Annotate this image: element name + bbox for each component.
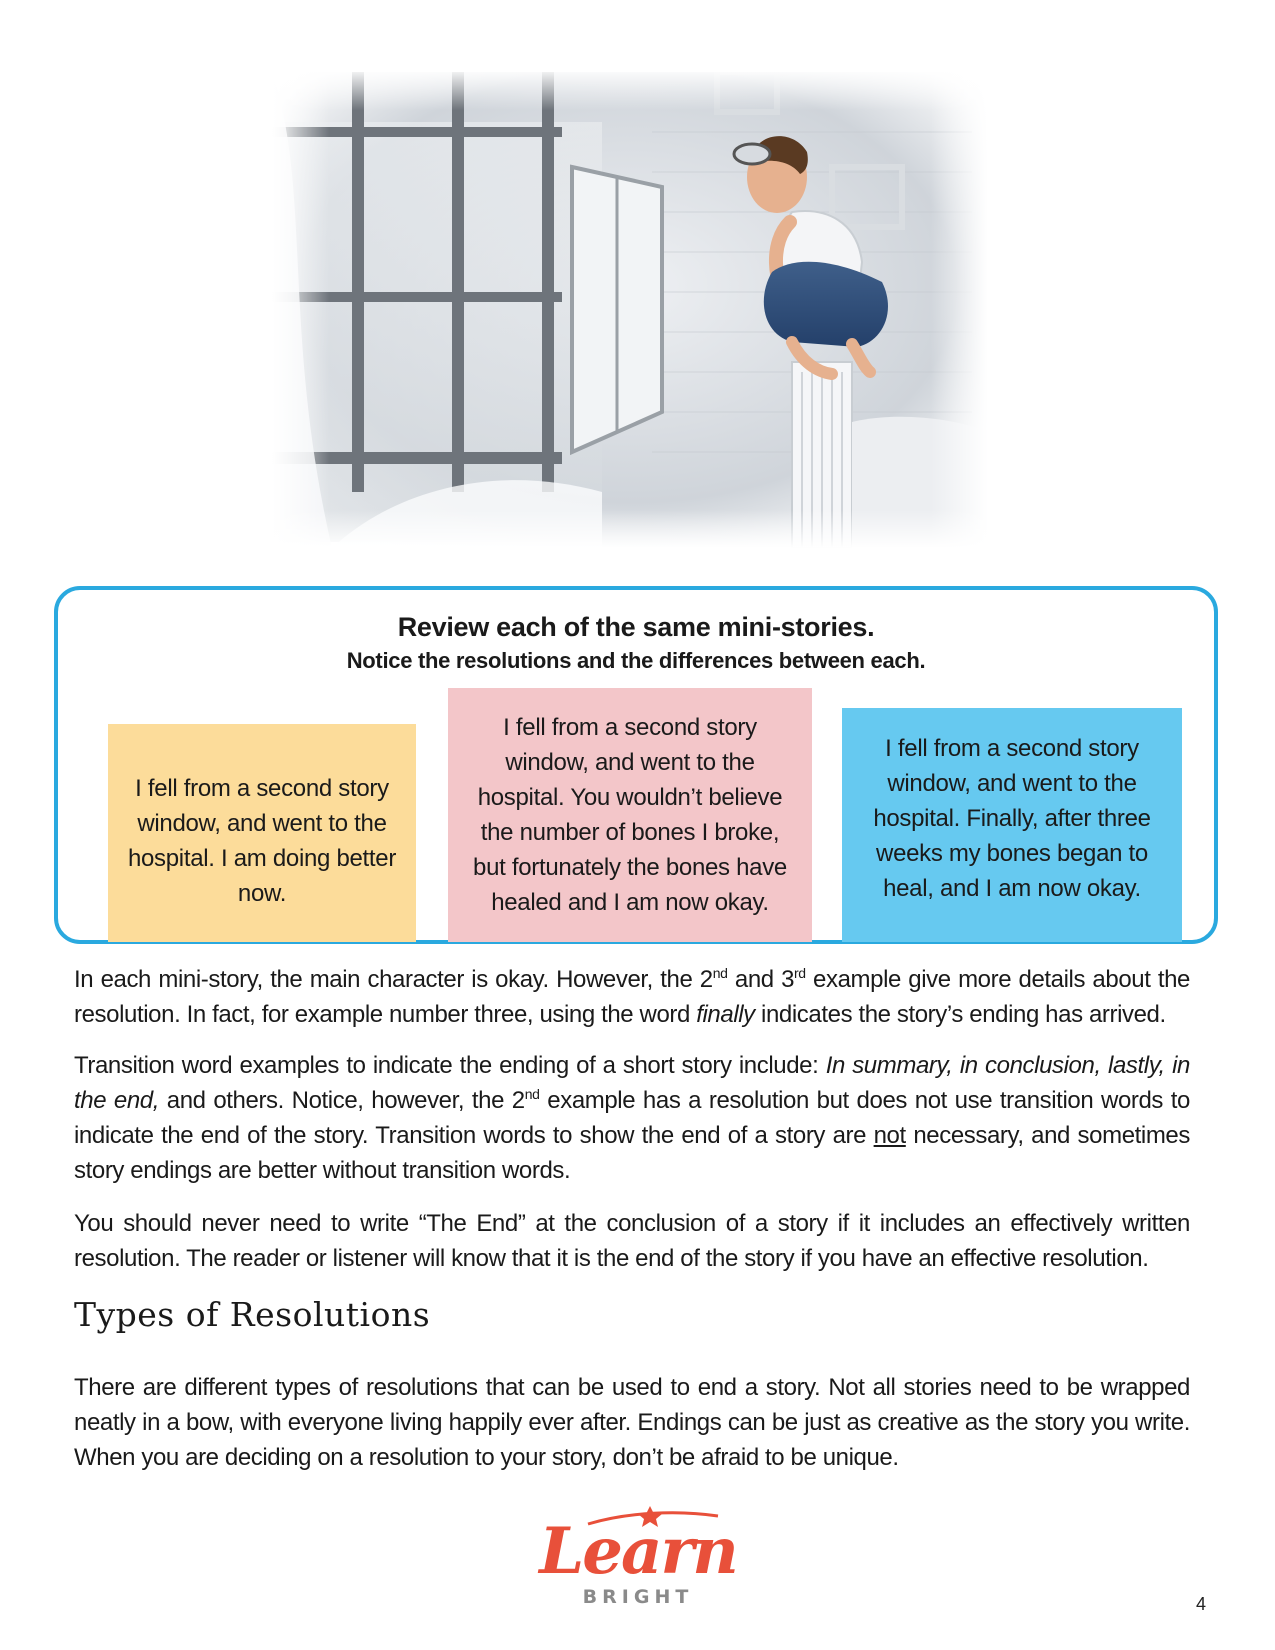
underlined-word: not bbox=[873, 1122, 906, 1149]
text-run: and others. Notice, however, the 2 bbox=[159, 1087, 525, 1114]
review-subtitle: Notice the resolutions and the differences between each. bbox=[346, 648, 926, 673]
superscript: nd bbox=[524, 1086, 540, 1102]
mini-story-card-1 bbox=[108, 724, 416, 942]
text-run: example has a resolution but does not use transition words to indicate the end of the story. Transition words to show the end of a story are bbox=[74, 1087, 1190, 1149]
story-line: hospital. Finally, after three bbox=[873, 804, 1151, 832]
paragraph-mini-story-comparison bbox=[74, 962, 1190, 1032]
boy-window-illustration bbox=[272, 72, 988, 548]
page-number: 4 bbox=[1196, 1594, 1207, 1614]
story-line: window, and went to the bbox=[137, 810, 387, 837]
story-line: I fell from a second story bbox=[885, 734, 1139, 762]
story-line: now. bbox=[237, 880, 287, 907]
story-line: I fell from a second story bbox=[135, 775, 389, 802]
story-line: but fortunately the bones have bbox=[473, 854, 787, 881]
emphasis: In summary, in conclusion, lastly, in the end, bbox=[74, 1052, 1190, 1114]
paragraph-transition-words bbox=[74, 1048, 1190, 1188]
text-run: example give more details about the resolution. In fact, for example number three, using the word bbox=[74, 966, 1191, 1028]
story-line: the number of bones I broke, bbox=[480, 819, 780, 846]
text-run: indicates the story’s ending has arrived. bbox=[754, 1001, 1166, 1028]
logo-subtitle: BRIGHT bbox=[582, 1586, 694, 1608]
hero-illustration bbox=[272, 72, 988, 548]
section-heading: Types of Resolutions bbox=[74, 1295, 431, 1334]
story-line: window, and went to the bbox=[887, 769, 1137, 797]
paragraph-the-end: You should never need to write “The End” at the conclusion of a story if it includes an effectively written resolution. The reader or listener will know that it is the end of the story if you have an effective resolution. bbox=[74, 1210, 1190, 1272]
paragraph-types-of-resolutions: There are different types of resolutions that can be used to end a story. Not all stories need to be wrapped neatly in a bow, with everyone living happily ever after. Endings can be just as creative as the story you write. When you are deciding on a resolution to your story, don’t be afraid to be unique. bbox=[74, 1374, 1190, 1471]
text-run: In each mini-story, the main character is okay. However, the 2 bbox=[74, 966, 713, 993]
story-line: hospital. You wouldn’t believe bbox=[477, 784, 783, 811]
story-line: healed and I am now okay. bbox=[491, 889, 769, 916]
text-run: Transition word examples to indicate the ending of a short story include: bbox=[74, 1052, 826, 1079]
superscript: rd bbox=[794, 965, 806, 981]
review-title: Review each of the same mini-stories. bbox=[397, 612, 875, 642]
emphasis: finally bbox=[696, 1001, 755, 1028]
text-run: and 3 bbox=[727, 966, 795, 993]
learn-bright-logo bbox=[528, 1508, 748, 1616]
mini-story-card-3 bbox=[842, 708, 1182, 942]
story-line: I fell from a second story bbox=[503, 714, 757, 741]
story-line: weeks my bones began to bbox=[876, 839, 1148, 867]
story-line: window, and went to the bbox=[505, 749, 755, 776]
story-line: heal, and I am now okay. bbox=[883, 874, 1141, 902]
text-run: necessary, and sometimes story endings are better without transition words. bbox=[74, 1122, 1190, 1184]
mini-story-card-2 bbox=[448, 688, 812, 942]
superscript: nd bbox=[712, 965, 728, 981]
logo-word: Learn bbox=[539, 1514, 737, 1589]
story-line: hospital. I am doing better bbox=[127, 845, 397, 872]
